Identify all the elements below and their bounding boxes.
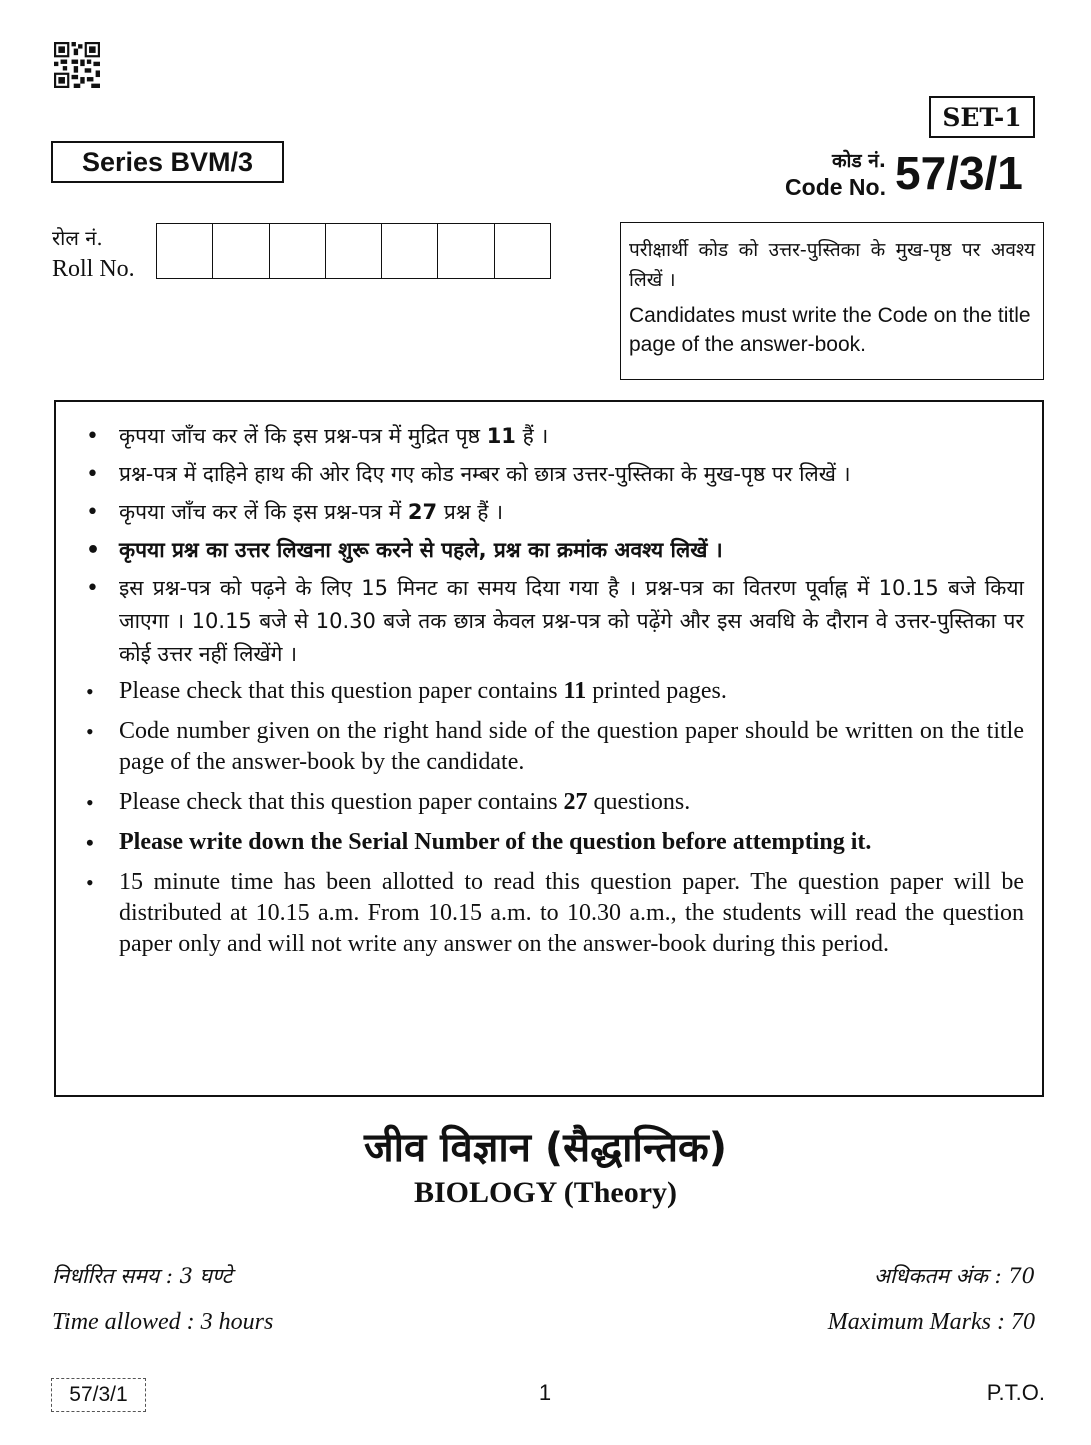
roll-number-cell[interactable] bbox=[213, 224, 269, 278]
instruction-item: • Code number given on the right hand side of the question paper should be written on the title page of the answer-book by the candidate. bbox=[86, 716, 1024, 778]
roll-number-cell[interactable] bbox=[438, 224, 494, 278]
time-allowed-hindi: निर्धारित समय : 3 घण्टे bbox=[52, 1264, 233, 1288]
instruction-item: • 15 minute time has been allotted to read this question paper. The question paper will be distributed at 10.15 a.m. From 10.15 a.m. to 10.30 a.m., the students will read the question paper only and will not write any answer on the answer-book during this period. bbox=[86, 867, 1024, 960]
instruction-text: कृपया जाँच कर लें कि इस प्रश्न-पत्र में मुद्रित पृष्ठ bbox=[119, 424, 487, 448]
instruction-item bbox=[86, 496, 1024, 529]
instruction-text: printed pages. bbox=[586, 678, 727, 704]
code-label-hindi: कोड नं. bbox=[831, 150, 886, 172]
instruction-text: questions. bbox=[587, 789, 691, 815]
instruction-number: 11 bbox=[563, 678, 587, 704]
instruction-item: • प्रश्न-पत्र में दाहिने हाथ की ओर दिए गए कोड नम्बर को छात्र उत्तर-पुस्तिका के मुख-पृष्ठ पर लिखें । bbox=[86, 458, 1024, 491]
instruction-text: Please check that this question paper contains bbox=[119, 789, 564, 815]
instruction-item bbox=[86, 787, 1024, 818]
roll-label-hindi: रोल नं. bbox=[52, 226, 103, 250]
page-number: 1 bbox=[538, 1380, 552, 1405]
instruction-text: Please check that this question paper contains bbox=[119, 678, 564, 704]
roll-number-cell[interactable] bbox=[157, 224, 213, 278]
roll-number-cell[interactable] bbox=[382, 224, 438, 278]
series-label: Series BVM/3 bbox=[51, 141, 284, 183]
code-number: 57/3/1 bbox=[895, 147, 1023, 199]
instruction-text: कृपया जाँच कर लें कि इस प्रश्न-पत्र में bbox=[119, 500, 408, 524]
instruction-number: 11 bbox=[486, 424, 516, 448]
maximum-marks-hindi: अधिकतम अंक : 70 bbox=[873, 1264, 1035, 1288]
instructions-box bbox=[54, 400, 1044, 1097]
instruction-item bbox=[86, 420, 1024, 453]
roll-label-english: Roll No. bbox=[52, 256, 135, 282]
roll-number-cell[interactable] bbox=[326, 224, 382, 278]
code-label-english: Code No. bbox=[785, 174, 886, 200]
subject-title-hindi: जीव विज्ञान (सैद्धान्तिक) bbox=[363, 1125, 728, 1171]
roll-number-grid bbox=[156, 223, 551, 279]
roll-number-cell[interactable] bbox=[270, 224, 326, 278]
time-allowed-english: Time allowed : 3 hours bbox=[52, 1309, 274, 1335]
roll-number-cell[interactable] bbox=[495, 224, 550, 278]
candidate-note-english: Candidates must write the Code on the title page of the answer-book. bbox=[629, 304, 1031, 356]
instruction-item: • इस प्रश्न-पत्र को पढ़ने के लिए 15 मिनट का समय दिया गया है । प्रश्न-पत्र का वितरण पूर्वाह्न में 10.15 बजे किया जाएगा । 10.15 बजे से 10.30 बजे तक छात्र केवल प्रश्न-पत्र को पढ़ेंगे और इस अवधि के दौरान वे उत्तर-पुस्तिका पर कोई उत्तर नहीं लिखेंगे । bbox=[86, 572, 1024, 671]
qr-code-icon bbox=[54, 42, 100, 88]
instruction-item: • Please write down the Serial Number of the question before attempting it. bbox=[86, 827, 1024, 858]
instruction-text: प्रश्न हैं । bbox=[437, 500, 504, 524]
footer-code: 57/3/1 bbox=[51, 1378, 146, 1412]
subject-title-english: BIOLOGY (Theory) bbox=[413, 1176, 678, 1209]
maximum-marks-english: Maximum Marks : 70 bbox=[827, 1309, 1035, 1335]
please-turn-over: P.T.O. bbox=[986, 1380, 1045, 1405]
set-label: SET-1 bbox=[929, 96, 1035, 138]
candidate-note-hindi: परीक्षार्थी कोड को उत्तर-पुस्तिका के मुख-पृष्ठ पर अवश्य लिखें । bbox=[629, 239, 1035, 291]
instruction-item: • कृपया प्रश्न का उत्तर लिखना शुरू करने से पहले, प्रश्न का क्रमांक अवश्य लिखें । bbox=[86, 534, 1024, 567]
instruction-item bbox=[86, 676, 1024, 707]
instruction-number: 27 bbox=[563, 789, 588, 815]
instructions-list bbox=[86, 420, 1024, 960]
candidate-note-box bbox=[620, 222, 1044, 380]
instruction-number: 27 bbox=[407, 500, 438, 524]
instruction-text: हैं । bbox=[515, 424, 549, 448]
